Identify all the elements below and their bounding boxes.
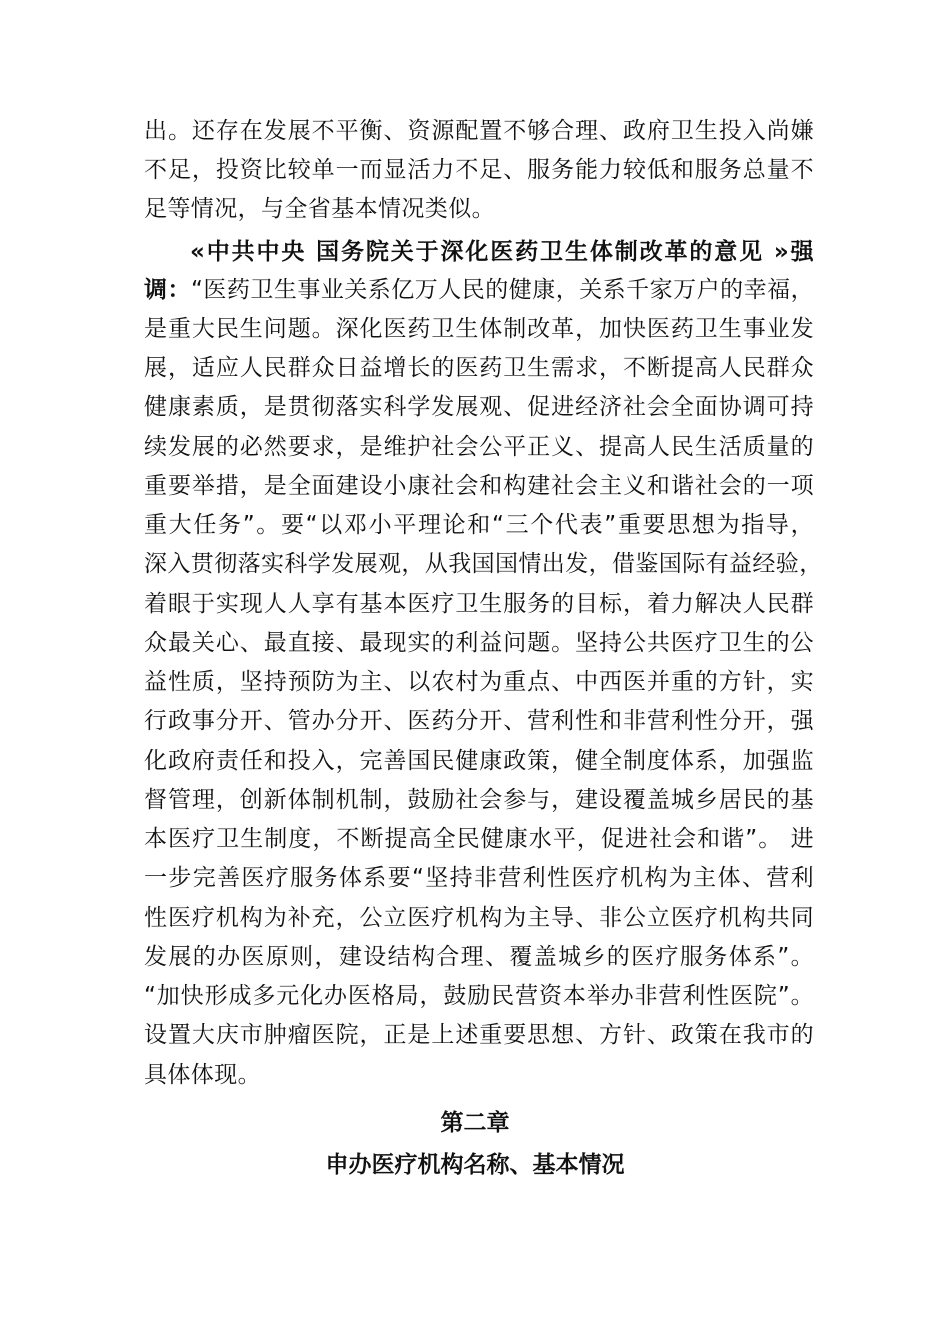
paragraph-line: 设置大庆市肿瘤医院，正是上述重要思想、方针、政策在我市的 bbox=[144, 1022, 814, 1048]
paragraph-line: 益性质，坚持预防为主、以农村为重点、中西医并重的方针，实 bbox=[144, 669, 814, 695]
paragraph-line: 续发展的必然要求，是维护社会公平正义、提高人民生活质量的 bbox=[144, 434, 814, 460]
paragraph-line: 发展的办医原则，建设结构合理、覆盖城乡的医疗服务体系”。 bbox=[144, 944, 814, 970]
paragraph-line: 督管理，创新体制机制，鼓励社会参与，建设覆盖城乡居民的基 bbox=[144, 787, 814, 813]
paragraph-line: 具体体现。 bbox=[144, 1062, 261, 1088]
chapter-title: 申办医疗机构名称、基本情况 bbox=[325, 1152, 625, 1178]
emphasis-text: 调： bbox=[144, 277, 191, 303]
paragraph-line: 不足，投资比较单一而显活力不足、服务能力较低和服务总量不 bbox=[144, 157, 814, 183]
paragraph-line: 本医疗卫生制度，不断提高全民健康水平，促进社会和谐”。 进 bbox=[144, 826, 814, 852]
paragraph-line: 行政事分开、管办分开、医药分开、营利性和非营利性分开，强 bbox=[144, 708, 814, 734]
paragraph-line: 化政府责任和投入，完善国民健康政策，健全制度体系，加强监 bbox=[144, 748, 814, 774]
paragraph-line: 足等情况，与全省基本情况类似。 bbox=[144, 196, 495, 222]
paragraph-line: 众最关心、最直接、最现实的利益问题。坚持公共医疗卫生的公 bbox=[144, 630, 814, 656]
paragraph-line: 出。还存在发展不平衡、资源配置不够合理、政府卫生投入尚嫌 bbox=[144, 118, 814, 144]
quote-text: “医药卫生事业关系亿万人民的健康，关系千家万户的幸福， bbox=[190, 277, 814, 303]
paragraph-line: 一步完善医疗服务体系要“坚持非营利性医疗机构为主体、营利 bbox=[144, 865, 814, 891]
paragraph-line bbox=[144, 275, 814, 305]
chapter-number: 第二章 bbox=[440, 1110, 510, 1136]
paragraph-line: 着眼于实现人人享有基本医疗卫生服务的目标，着力解决人民群 bbox=[144, 591, 814, 617]
paragraph-line: 重大任务”。要“以邓小平理论和“三个代表”重要思想为指导， bbox=[144, 512, 814, 538]
paragraph-line: 是重大民生问题。深化医药卫生体制改革，加快医药卫生事业发 bbox=[144, 316, 814, 342]
quoted-document-title: «中共中央 国务院关于深化医药卫生体制改革的意见 »强 bbox=[190, 239, 814, 265]
paragraph-line: 重要举措，是全面建设小康社会和构建社会主义和谐社会的一项 bbox=[144, 473, 814, 499]
paragraph-line: 深入贯彻落实科学发展观，从我国国情出发，借鉴国际有益经验， bbox=[144, 551, 823, 577]
paragraph-line: “加快形成多元化办医格局，鼓励民营资本举办非营利性医院”。 bbox=[144, 983, 814, 1009]
paragraph-line: 性医疗机构为补充，公立医疗机构为主导、非公立医疗机构共同 bbox=[144, 905, 814, 931]
paragraph-line: 展，适应人民群众日益增长的医药卫生需求，不断提高人民群众 bbox=[144, 355, 814, 381]
paragraph-line: 健康素质，是贯彻落实科学发展观、促进经济社会全面协调可持 bbox=[144, 394, 814, 420]
